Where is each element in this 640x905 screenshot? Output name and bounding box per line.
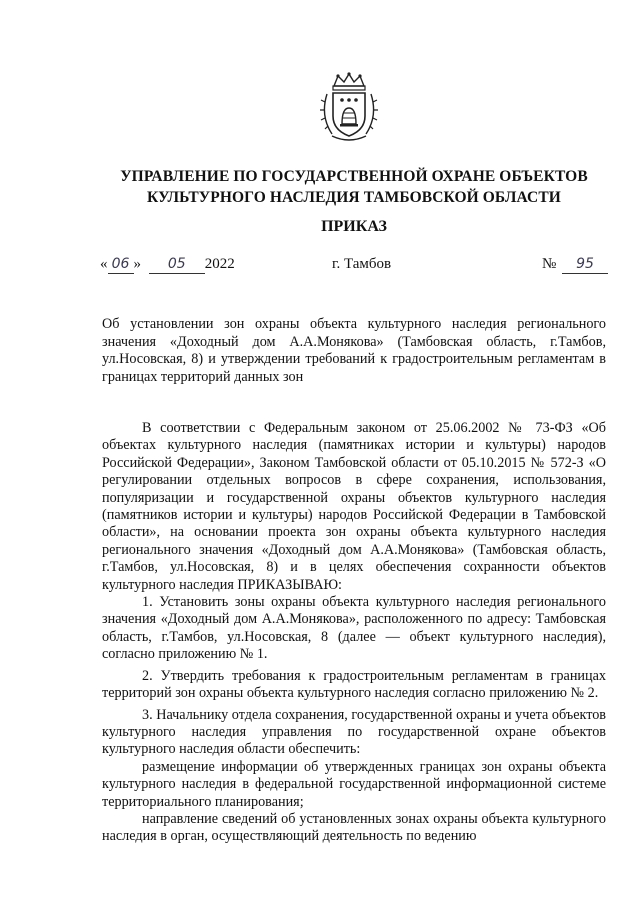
number-label: № <box>541 256 557 272</box>
order-city: г. Тамбов <box>332 256 392 272</box>
preamble-paragraph: В соответствии с Федеральным законом от 25.06.2002 № 73-ФЗ «Об объектах культурного наследия (памятниках истории и культуры) народов Российской Федерации», Законом Тамбовской области от 05.10.2015 № 572-З «О регулировании отдельных вопросов в сфере сохранения, использования, популяризации и государственной охраны объектов культурного наследия (памятников истории и культуры) народов Российской Федерации в Тамбовской области», на основании проекта зон охраны объекта культурного наследия регионального значения «Доходный дом А.А.Монякова» (Тамбовская область, г.Тамбов, ул.Носовская, 8) и в целях обеспечения сохранности объектов культурного наследия ПРИКАЗЫВАЮ: <box>102 420 606 593</box>
order-number <box>542 256 608 274</box>
date-number-row <box>100 256 608 278</box>
handwritten-day: 06 <box>108 256 134 274</box>
date-open-quote: « <box>100 256 108 272</box>
order-subject: Об установлении зон охраны объекта культурного наследия регионального значения «Доходный дом А.А.Монякова» (Тамбовская область, г.Тамбов, ул.Носовская, 8) и утверждении требований к градостроительным регламентам в границах территорий данных зон <box>102 316 606 385</box>
document-type-title: ПРИКАЗ <box>321 218 387 235</box>
organization-name-line2: КУЛЬТУРНОГО НАСЛЕДИЯ ТАМБОВСКОЙ ОБЛАСТИ <box>147 189 561 206</box>
order-year: 2022 <box>204 256 235 272</box>
order-body <box>102 420 606 846</box>
handwritten-month: 05 <box>149 256 205 274</box>
organization-name-line1: УПРАВЛЕНИЕ ПО ГОСУДАРСТВЕННОЙ ОХРАНЕ ОБЪЕКТОВ <box>120 168 588 185</box>
item-2-paragraph: 2. Утвердить требования к градостроительным регламентам в границах территорий зон охраны объекта культурного наследия согласно приложению № 2. <box>102 667 606 702</box>
date-close-quote: » <box>133 256 141 272</box>
order-date <box>100 256 235 274</box>
item-3b-paragraph: направление сведений об установленных зонах охраны объекта культурного наследия в орган, осуществляющий деятельность по ведению <box>102 810 606 845</box>
tambov-coat-of-arms-emblem <box>318 72 380 144</box>
item-1-paragraph: 1. Установить зоны охраны объекта культурного наследия регионального значения «Доходный дом А.А.Монякова», расположенного по адресу: Тамбовская область, г.Тамбов, ул.Носовская, 8 (далее — объект культурного наследия), согласно приложению № 1. <box>102 594 606 663</box>
item-3a-paragraph: размещение информации об утвержденных границах зон охраны объекта культурного наследия в федеральной государственной информационной системе территориального планирования; <box>102 758 606 810</box>
item-3-paragraph: 3. Начальнику отдела сохранения, государственной охраны и учета объектов культурного наследия управления по государственной охране объектов культурного наследия области обеспечить: <box>102 706 606 758</box>
organization-name <box>100 166 608 208</box>
handwritten-order-number: 95 <box>562 256 608 274</box>
